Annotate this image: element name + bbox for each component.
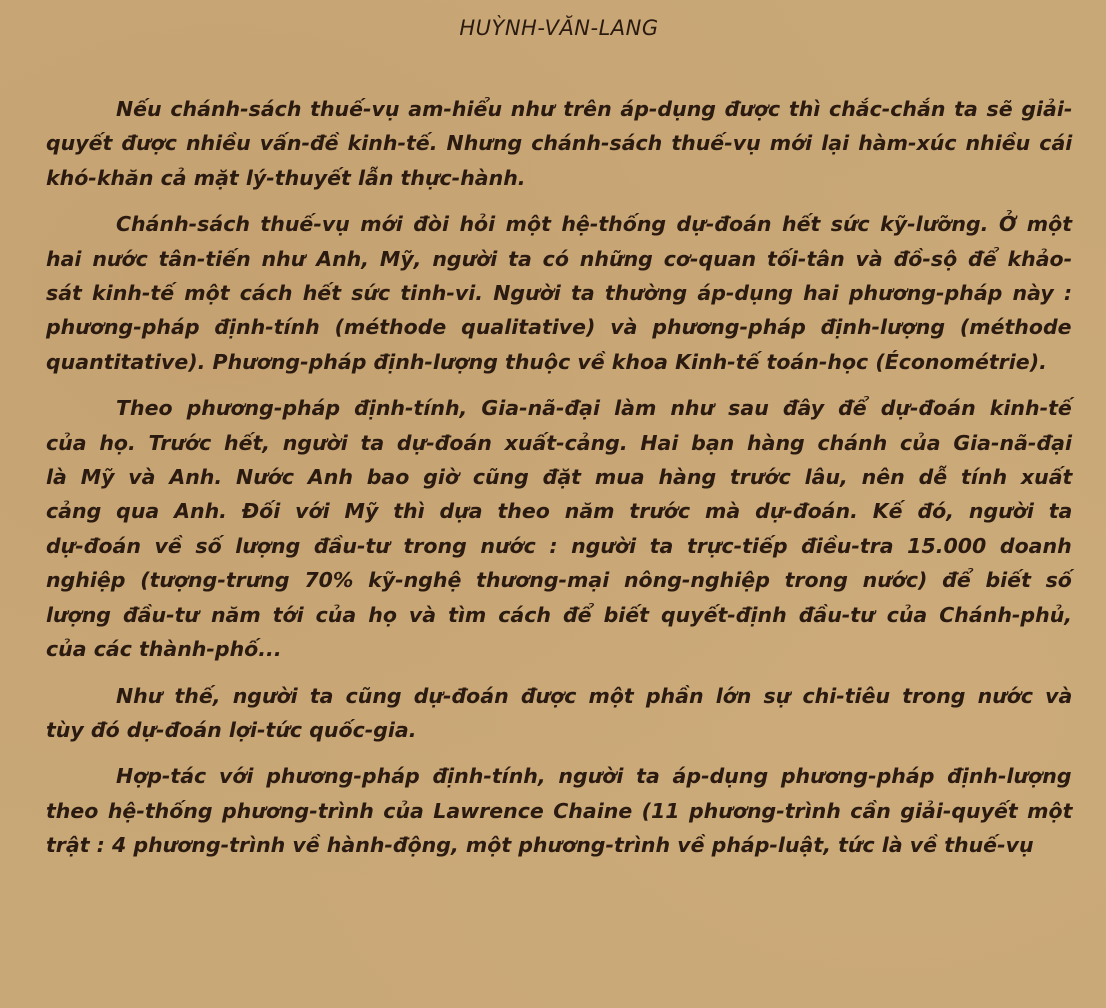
text-line: trật : 4 phương-trình về hành-động, một phương-trình về pháp-luật, tức là về thuế-vụ xyxy=(46,833,1034,858)
text-line: của họ. Trước hết, người ta dự-đoán xuất-cảng. Hai bạn hàng chánh của Gia-nã-đại xyxy=(46,430,1072,455)
paragraph xyxy=(46,679,1072,748)
text-line: tùy đó dự-đoán lợi-tức quốc-gia. xyxy=(46,717,417,742)
text-line: Chánh-sách thuế-vụ mới đòi hỏi một hệ-thống dự-đoán hết sức kỹ-lưỡng. Ở một xyxy=(116,212,1073,237)
text-line: của các thành-phố... xyxy=(46,637,282,662)
text-line: dự-đoán về số lượng đầu-tư trong nước : người ta trực-tiếp điều-tra 15.000 doanh xyxy=(46,533,1072,558)
text-line: lượng đầu-tư năm tới của họ và tìm cách để biết quyết-định đầu-tư của Chánh-phủ, xyxy=(46,602,1073,627)
text-line: Nếu chánh-sách thuế-vụ am-hiểu như trên áp-dụng được thì chắc-chắn ta sẽ giải- xyxy=(116,97,1073,121)
paragraph xyxy=(46,207,1072,379)
text-line: quyết được nhiều vấn-đề kinh-tế. Nhưng chánh-sách thuế-vụ mới lại hàm-xúc nhiều cái xyxy=(46,131,1073,156)
text-line: là Mỹ và Anh. Nước Anh bao giờ cũng đặt mua hàng trước lâu, nên dễ tính xuất xyxy=(46,465,1073,490)
text-line: Như thế, người ta cũng dự-đoán được một phần lớn sự chi-tiêu trong nước và xyxy=(116,683,1073,708)
text-line: sát kinh-tế một cách hết sức tinh-vi. Người ta thường áp-dụng hai phương-pháp này : xyxy=(46,281,1073,306)
text-line: cảng qua Anh. Đối với Mỹ thì dựa theo năm trước mà dự-đoán. Kế đó, người ta xyxy=(46,499,1073,524)
running-header: HUỲNH-VĂN-LANG xyxy=(459,16,659,40)
text-line: nghiệp (tượng-trưng 70% kỹ-nghệ thương-mại nông-nghiệp trong nước) để biết số xyxy=(46,568,1072,593)
text-line: khó-khăn cả mặt lý-thuyết lẫn thực-hành. xyxy=(46,165,526,190)
text-line: Theo phương-pháp định-tính, Gia-nã-đại làm như sau đây để dự-đoán kinh-tế xyxy=(116,396,1072,421)
text-line: quantitative). Phương-pháp định-lượng thuộc về khoa Kinh-tế toán-học (Économétrie). xyxy=(46,349,1047,374)
paragraph xyxy=(46,391,1072,666)
text-line: Hợp-tác với phương-pháp định-tính, người ta áp-dụng phương-pháp định-lượng xyxy=(116,764,1072,789)
text-line: hai nước tân-tiến như Anh, Mỹ, người ta có những cơ-quan tối-tân và đồ-sộ để khảo- xyxy=(46,246,1073,271)
text-line: theo hệ-thống phương-trình của Lawrence Chaine (11 phương-trình cần giải-quyết một xyxy=(46,798,1073,823)
paragraph xyxy=(46,92,1072,195)
paragraph xyxy=(46,759,1072,862)
text-line: phương-pháp định-tính (méthode qualitative) và phương-pháp định-lượng (méthode xyxy=(46,315,1072,340)
